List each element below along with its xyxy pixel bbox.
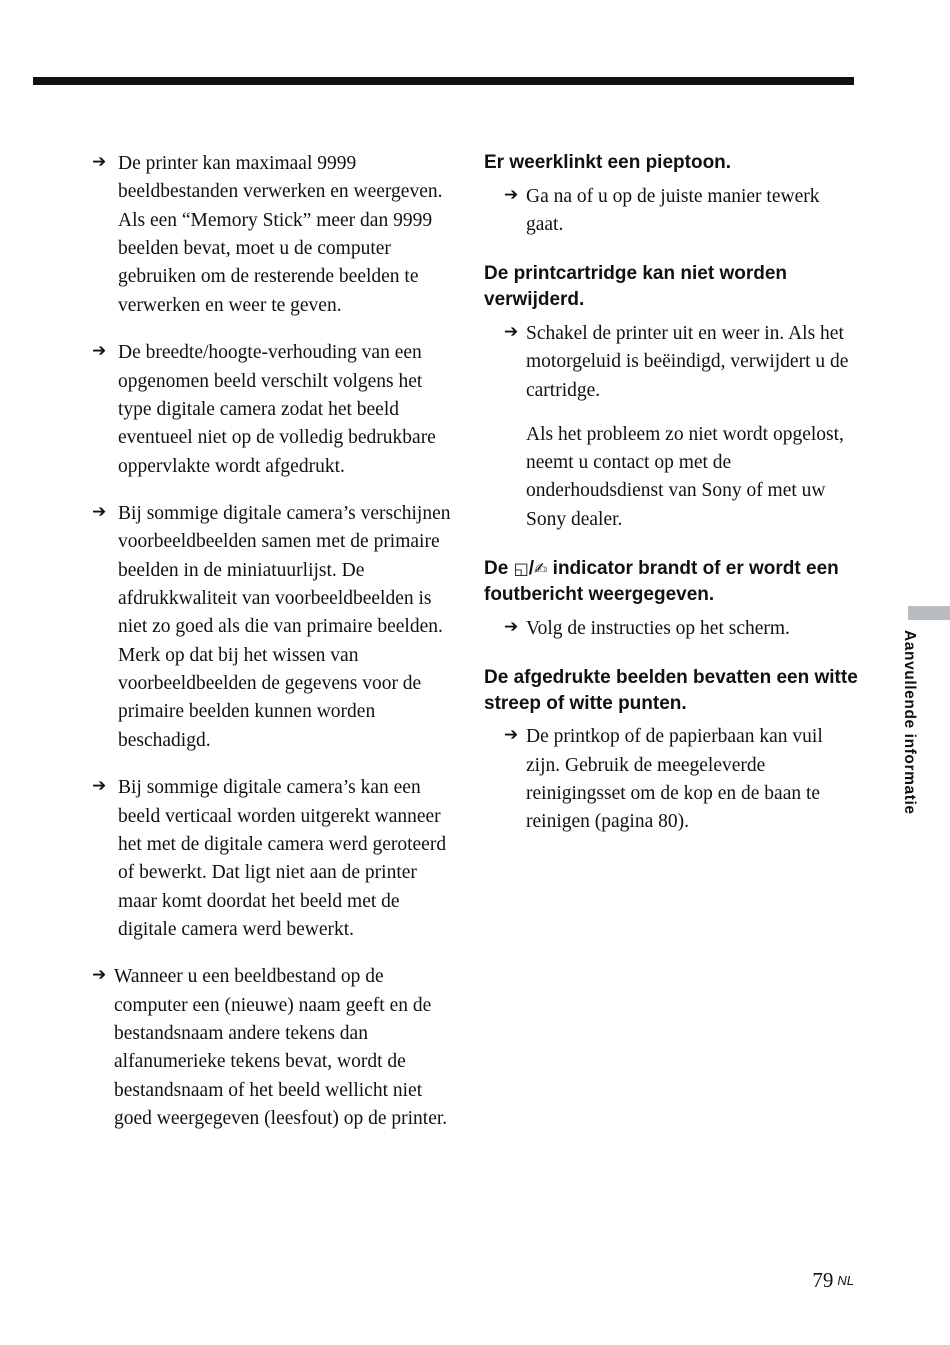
faq-answer-text: De printkop of de papierbaan kan vuil zijn. Gebruik de meegeleverde reinigingsset om de kop en de baan te reinigen (pagina 80). bbox=[526, 726, 823, 833]
faq-group bbox=[484, 556, 859, 643]
list-item bbox=[92, 150, 452, 320]
list-item-text: Bij sommige digitale camera’s kan een beeld verticaal worden uitgerekt wanneer het met de digitale camera werd geroteerd of bewerkt. Dat ligt niet aan de printer maar komt doordat het beeld met de digitale camera werd bewerkt. bbox=[118, 777, 447, 940]
faq-heading bbox=[484, 556, 859, 608]
right-column bbox=[484, 150, 859, 859]
faq-group bbox=[484, 261, 859, 534]
page-footer bbox=[812, 1268, 854, 1293]
faq-heading-post: indicator brandt of er wordt een foutbericht weergegeven. bbox=[484, 557, 839, 605]
list-item bbox=[92, 339, 452, 481]
page-number: 79 bbox=[812, 1268, 834, 1292]
faq-answer-text: Schakel de printer uit en weer in. Als het motorgeluid is beëindigd, verwijdert u de cartridge. bbox=[526, 323, 849, 401]
faq-answer bbox=[484, 183, 859, 240]
faq-heading-pre: De bbox=[484, 557, 514, 579]
arrow-icon: ➔ bbox=[504, 725, 519, 746]
arrow-icon: ➔ bbox=[504, 322, 519, 343]
faq-answer-text: Volg de instructies op het scherm. bbox=[526, 617, 790, 639]
arrow-icon: ➔ bbox=[92, 341, 107, 362]
list-item-text: De printer kan maximaal 9999 beeldbestanden verwerken en weergeven. Als een “Memory Stick” meer dan 9999 beelden bevat, moet u de computer gebruiken om de resterende beelden te verwerken en weer te geven. bbox=[118, 153, 443, 316]
arrow-icon: ➔ bbox=[92, 965, 107, 986]
list-item-text: Wanneer u een beeldbestand op de computer een (nieuwe) naam geeft en de bestandsnaam andere tekens dan alfanumerieke tekens bevat, wordt de bestandsnaam of het beeld wellicht niet goed weergegeven (leesfout) op de printer. bbox=[114, 966, 448, 1130]
section-tab-label: Aanvullende informatie bbox=[901, 630, 918, 815]
list-item bbox=[92, 963, 452, 1133]
left-column bbox=[92, 150, 452, 1153]
arrow-icon: ➔ bbox=[504, 184, 519, 205]
print-error-icon: ◱ bbox=[513, 558, 529, 578]
faq-group bbox=[484, 150, 859, 239]
faq-heading-mid: / bbox=[528, 557, 534, 579]
faq-answer-text: Ga na of u op de juiste manier tewerk gaat. bbox=[526, 185, 820, 236]
list-item-text: De breedte/hoogte-verhouding van een opgenomen beeld verschilt volgens het type digitale camera zodat het beeld eventueel niet op de volledig bedrukbare oppervlakte wordt afgedrukt. bbox=[118, 342, 436, 477]
header-rule bbox=[33, 77, 854, 85]
list-item bbox=[92, 774, 452, 944]
faq-answer bbox=[484, 723, 859, 836]
faq-answer-continuation: Als het probleem zo niet wordt opgelost, neemt u contact op met de onderhoudsdienst van Sony of met uw Sony dealer. bbox=[526, 423, 844, 530]
arrow-icon: ➔ bbox=[92, 501, 107, 522]
faq-group bbox=[484, 665, 859, 837]
arrow-icon: ➔ bbox=[504, 616, 519, 637]
cartridge-error-icon: ✍ bbox=[533, 558, 548, 578]
faq-answer bbox=[484, 615, 859, 643]
faq-heading: Er weerklinkt een pieptoon. bbox=[484, 152, 732, 173]
page-locale-mark: NL bbox=[837, 1273, 854, 1288]
list-item-text: Bij sommige digitale camera’s verschijnen voorbeeldbeelden samen met de primaire beelden in de miniatuurlijst. De afdrukkwaliteit van voorbeeldbeelden is niet zo goed als die van primaire beelden. Merk op dat bij het wissen van voorbeeldbeelden de gegevens voor de primaire beelden kunnen worden beschadigd. bbox=[118, 502, 451, 751]
arrow-icon: ➔ bbox=[92, 776, 107, 797]
arrow-icon: ➔ bbox=[92, 152, 107, 172]
faq-heading: De printcartridge kan niet worden verwijderd. bbox=[484, 263, 787, 311]
faq-answer bbox=[484, 320, 859, 405]
list-item bbox=[92, 500, 452, 755]
faq-heading: De afgedrukte beelden bevatten een witte streep of witte punten. bbox=[484, 666, 858, 714]
section-tab-marker bbox=[908, 606, 950, 620]
